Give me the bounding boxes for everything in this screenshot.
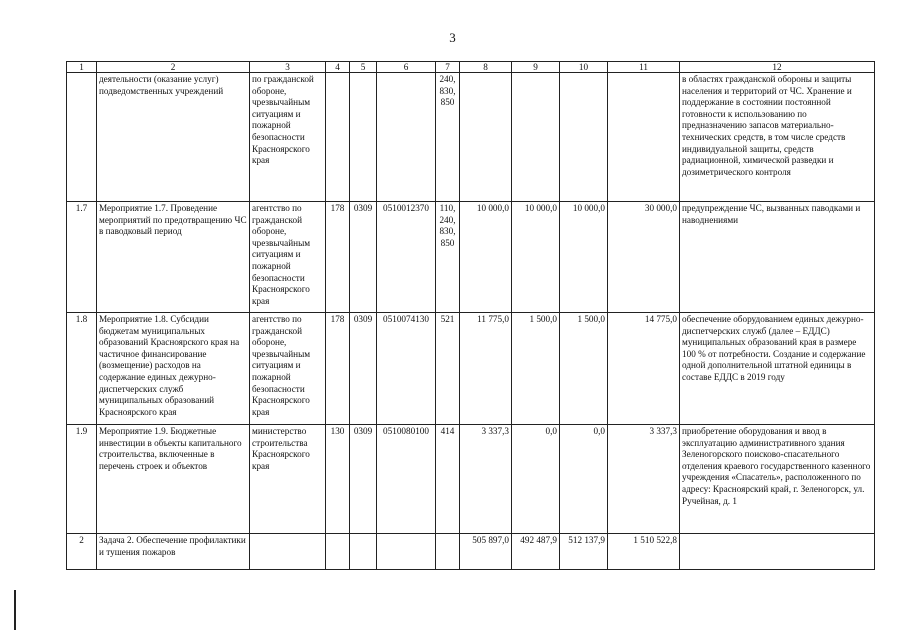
header-cell: 2 bbox=[97, 62, 250, 73]
header-cell: 7 bbox=[436, 62, 460, 73]
section-code bbox=[350, 73, 377, 202]
section-code: 0309 bbox=[350, 202, 377, 313]
amount-year-3: 10 000,0 bbox=[560, 202, 608, 313]
amount-year-2: 492 487,9 bbox=[512, 534, 560, 570]
header-cell: 1 bbox=[67, 62, 97, 73]
row-number: 2 bbox=[67, 534, 97, 570]
amount-year-2: 1 500,0 bbox=[512, 313, 560, 425]
amount-total: 1 510 522,8 bbox=[608, 534, 680, 570]
expense-type-code: 110, 240, 830, 850 bbox=[436, 202, 460, 313]
program-activities-table bbox=[66, 61, 875, 570]
activity-name: деятельности (оказание услуг) подведомственных учреждений bbox=[97, 73, 250, 202]
expense-type-code: 240, 830, 850 bbox=[436, 73, 460, 202]
expected-result: обеспечение оборудованием единых дежурно-диспетчерских служб (далее – ЕДДС) муниципальных образований края в размере 100 % от потребности. Создание и содержание одной дополнительной штатной единицы в составе ЕДДС в 2019 году bbox=[680, 313, 875, 425]
activity-name: Мероприятие 1.9. Бюджетные инвестиции в объекты капитального строительства, включенные в перечень строек и объектов bbox=[97, 425, 250, 534]
header-cell: 4 bbox=[326, 62, 350, 73]
table-row bbox=[67, 202, 875, 313]
row-number: 1.9 bbox=[67, 425, 97, 534]
grbs-code: 178 bbox=[326, 313, 350, 425]
grbs-code bbox=[326, 534, 350, 570]
section-code bbox=[350, 534, 377, 570]
margin-mark bbox=[14, 590, 16, 630]
target-article-code: 0510074130 bbox=[377, 313, 436, 425]
table-row bbox=[67, 534, 875, 570]
target-article-code bbox=[377, 534, 436, 570]
expected-result: приобретение оборудования и ввод в эксплуатацию административного здания Зеленогорского поисково-спасательного отделения краевого государственного казенного учреждения «Спасатель», расположенного по адресу: Красноярский край, г. Зеленогорск, ул. Ручейная, д. 1 bbox=[680, 425, 875, 534]
amount-year-1 bbox=[460, 73, 512, 202]
header-cell: 6 bbox=[377, 62, 436, 73]
amount-year-2: 10 000,0 bbox=[512, 202, 560, 313]
amount-year-3 bbox=[560, 73, 608, 202]
header-cell: 11 bbox=[608, 62, 680, 73]
amount-year-3: 0,0 bbox=[560, 425, 608, 534]
grbs-code bbox=[326, 73, 350, 202]
column-number-row bbox=[67, 62, 875, 73]
amount-total bbox=[608, 73, 680, 202]
amount-year-2 bbox=[512, 73, 560, 202]
amount-year-1: 10 000,0 bbox=[460, 202, 512, 313]
amount-total: 14 775,0 bbox=[608, 313, 680, 425]
amount-year-1: 505 897,0 bbox=[460, 534, 512, 570]
expected-result: предупреждение ЧС, вызванных паводками и наводнениями bbox=[680, 202, 875, 313]
table-row bbox=[67, 73, 875, 202]
target-article-code: 0510080100 bbox=[377, 425, 436, 534]
amount-total: 30 000,0 bbox=[608, 202, 680, 313]
expected-result: в областях гражданской обороны и защиты населения и территорий от ЧС. Хранение и поддержание в состоянии постоянной готовности к использованию по предназначению запасов материально-технических средств, в том числе средств индивидуальной защиты, средств радиационной, химической разведки и дозиметрического контроля bbox=[680, 73, 875, 202]
expected-result bbox=[680, 534, 875, 570]
responsible-agency: агентство по гражданской обороне, чрезвычайным ситуациям и пожарной безопасности Красноярского края bbox=[250, 313, 326, 425]
expense-type-code: 521 bbox=[436, 313, 460, 425]
amount-year-1: 11 775,0 bbox=[460, 313, 512, 425]
header-cell: 3 bbox=[250, 62, 326, 73]
header-cell: 5 bbox=[350, 62, 377, 73]
header-cell: 12 bbox=[680, 62, 875, 73]
section-code: 0309 bbox=[350, 313, 377, 425]
activity-name: Задача 2. Обеспечение профилактики и тушения пожаров bbox=[97, 534, 250, 570]
grbs-code: 178 bbox=[326, 202, 350, 313]
header-cell: 10 bbox=[560, 62, 608, 73]
grbs-code: 130 bbox=[326, 425, 350, 534]
responsible-agency bbox=[250, 534, 326, 570]
row-number bbox=[67, 73, 97, 202]
activity-name: Мероприятие 1.7. Проведение мероприятий по предотвращению ЧС в паводковый период bbox=[97, 202, 250, 313]
expense-type-code bbox=[436, 534, 460, 570]
target-article-code bbox=[377, 73, 436, 202]
header-cell: 9 bbox=[512, 62, 560, 73]
page-number: 3 bbox=[449, 30, 456, 45]
expense-type-code: 414 bbox=[436, 425, 460, 534]
amount-total: 3 337,3 bbox=[608, 425, 680, 534]
responsible-agency: агентство по гражданской обороне, чрезвычайным ситуациям и пожарной безопасности Красноярского края bbox=[250, 202, 326, 313]
section-code: 0309 bbox=[350, 425, 377, 534]
target-article-code: 0510012370 bbox=[377, 202, 436, 313]
table-row bbox=[67, 313, 875, 425]
table-row bbox=[67, 425, 875, 534]
responsible-agency: министерство строительства Красноярского края bbox=[250, 425, 326, 534]
row-number: 1.8 bbox=[67, 313, 97, 425]
amount-year-1: 3 337,3 bbox=[460, 425, 512, 534]
row-number: 1.7 bbox=[67, 202, 97, 313]
amount-year-3: 1 500,0 bbox=[560, 313, 608, 425]
amount-year-2: 0,0 bbox=[512, 425, 560, 534]
responsible-agency: по гражданской обороне, чрезвычайным ситуациям и пожарной безопасности Красноярского края bbox=[250, 73, 326, 202]
header-cell: 8 bbox=[460, 62, 512, 73]
amount-year-3: 512 137,9 bbox=[560, 534, 608, 570]
activity-name: Мероприятие 1.8. Субсидии бюджетам муниципальных образований Красноярского края на частичное финансирование (возмещение) расходов на содержание единых дежурно-диспетчерских служб муниципальных образований Красноярского края bbox=[97, 313, 250, 425]
